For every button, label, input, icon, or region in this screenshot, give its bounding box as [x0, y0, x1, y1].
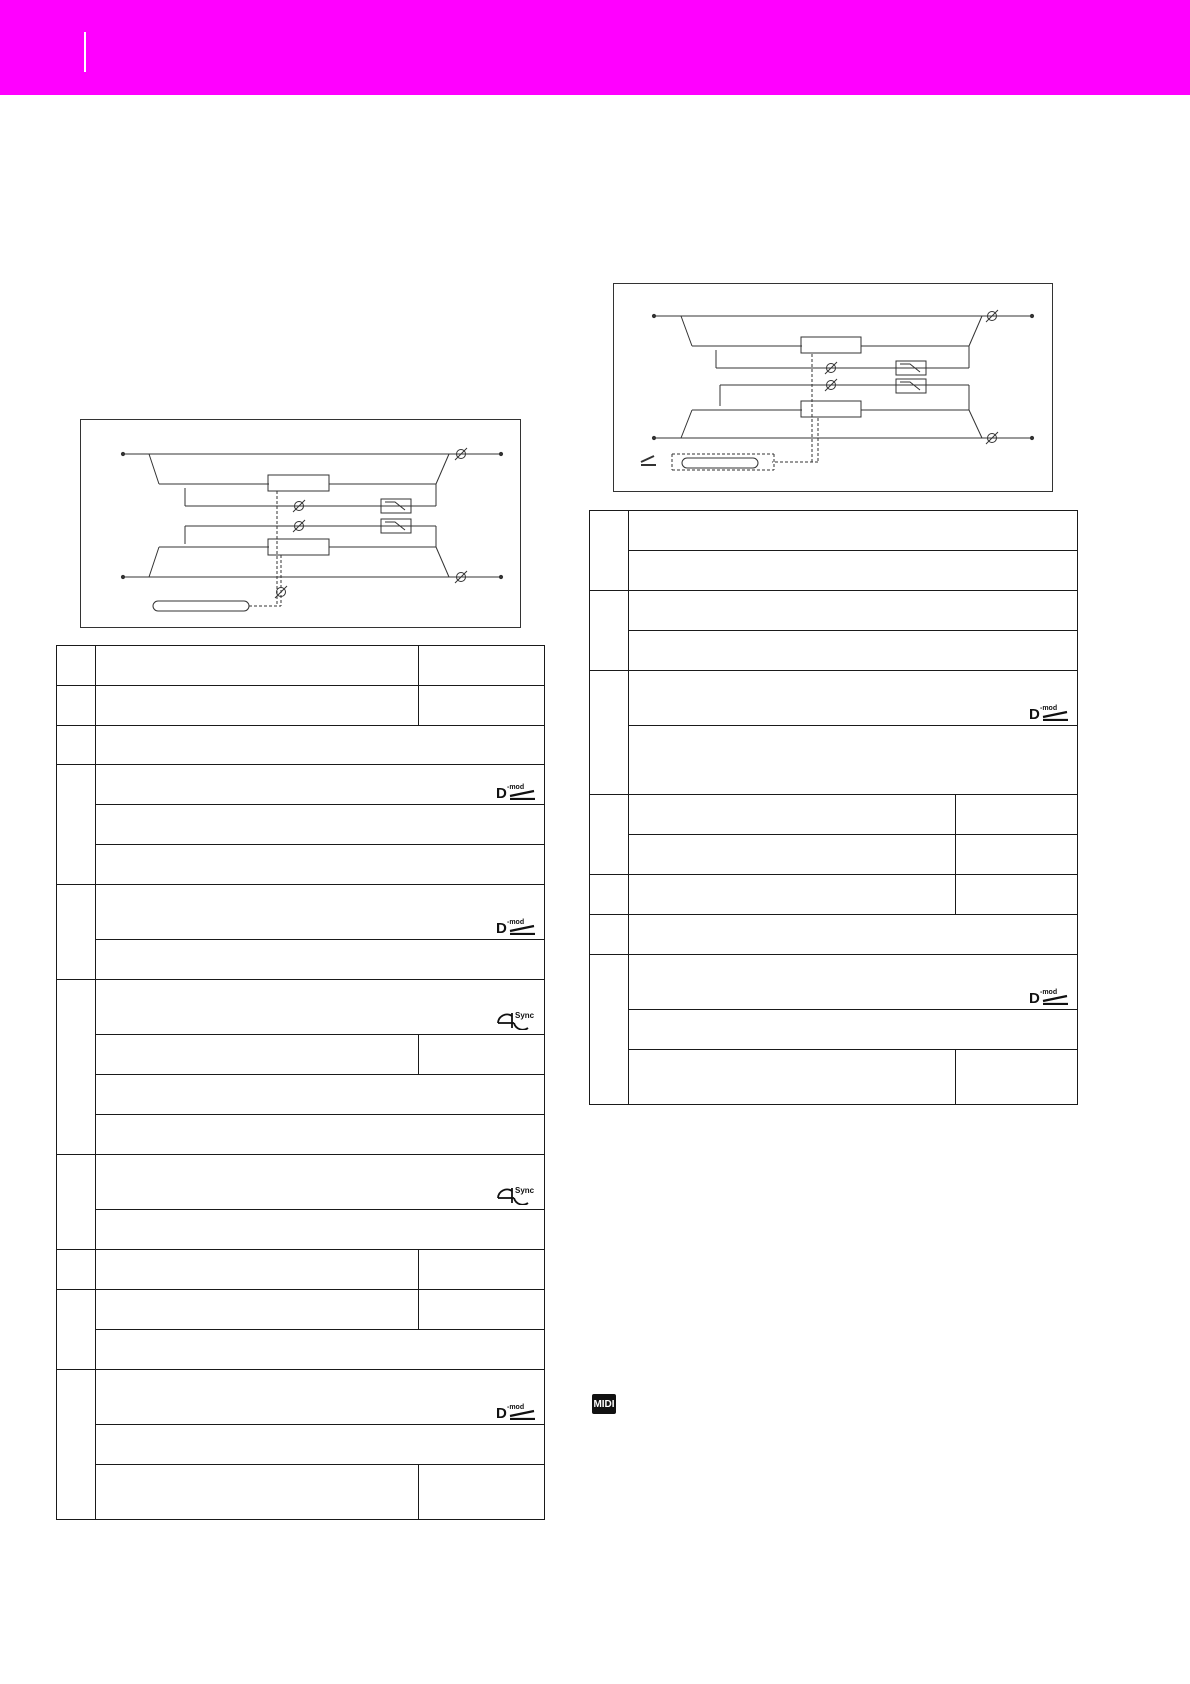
- row-index-cell: [57, 1155, 96, 1250]
- page-header-band: [0, 0, 1190, 95]
- table-row: [57, 805, 545, 845]
- param-value-cell: [419, 646, 545, 686]
- param-name-cell: [96, 1155, 545, 1210]
- table-row: [590, 631, 1078, 671]
- param-value-cell: [419, 1035, 545, 1075]
- table-row: [590, 1010, 1078, 1050]
- param-name-cell: [629, 551, 1078, 591]
- param-name-cell: [96, 1330, 545, 1370]
- dmod-icon: [1029, 703, 1069, 721]
- dmod-letter: D: [1029, 990, 1040, 1005]
- table-row: [57, 1425, 545, 1465]
- table-row: [57, 1035, 545, 1075]
- dmod-label: -mod: [507, 784, 525, 791]
- param-name-cell: [629, 726, 1078, 795]
- param-name-cell: [96, 1115, 545, 1155]
- dmod-label: -mod: [1040, 705, 1058, 712]
- row-index-cell: [57, 980, 96, 1155]
- param-value-cell: [956, 835, 1078, 875]
- diagram-right-svg: [614, 284, 1052, 491]
- row-index-cell: [590, 511, 629, 591]
- param-name-cell: [96, 1210, 545, 1250]
- table-row: [57, 1330, 545, 1370]
- table-row: [57, 1290, 545, 1330]
- table-row: [57, 765, 545, 805]
- param-value-cell: [419, 1250, 545, 1290]
- param-name-cell: [629, 875, 956, 915]
- row-index-cell: [57, 1290, 96, 1370]
- param-name-cell: [96, 646, 419, 686]
- table-row: [590, 551, 1078, 591]
- row-index-cell: [57, 765, 96, 885]
- table-row: [57, 1250, 545, 1290]
- param-name-cell: [96, 1425, 545, 1465]
- row-index-cell: [57, 1250, 96, 1290]
- param-value-cell: [956, 875, 1078, 915]
- row-index-cell: [590, 795, 629, 875]
- param-name-cell: [96, 1035, 419, 1075]
- row-index-cell: [57, 686, 96, 726]
- param-name-cell: [96, 845, 545, 885]
- param-name-cell: [629, 795, 956, 835]
- param-name-cell: [96, 765, 545, 805]
- table-row: [590, 726, 1078, 795]
- param-name-cell: [629, 511, 1078, 551]
- param-value-cell: [419, 1290, 545, 1330]
- param-name-cell: [96, 940, 545, 980]
- sync-label: Sync: [515, 1186, 535, 1195]
- table-row: [57, 940, 545, 980]
- param-name-cell: [629, 1010, 1078, 1050]
- dmod-icon: [1029, 987, 1069, 1005]
- param-name-cell: [629, 915, 1078, 955]
- param-name-cell: [629, 631, 1078, 671]
- row-index-cell: [590, 671, 629, 795]
- diagram-left-svg: [81, 420, 520, 627]
- signal-flow-diagram-right: [613, 283, 1053, 492]
- param-name-cell: [96, 1290, 419, 1330]
- row-index-cell: [57, 885, 96, 980]
- param-value-cell: [419, 1465, 545, 1520]
- row-index-cell: [57, 726, 96, 765]
- param-name-cell: [96, 885, 545, 940]
- dmod-letter: D: [496, 1405, 507, 1420]
- param-name-cell: [96, 686, 419, 726]
- table-row: [57, 1115, 545, 1155]
- dmod-icon: [496, 1402, 536, 1420]
- dmod-letter: D: [1029, 706, 1040, 721]
- sync-icon: [496, 1010, 536, 1030]
- table-row: [590, 955, 1078, 1010]
- sync-label: Sync: [515, 1011, 535, 1020]
- table-row: [590, 835, 1078, 875]
- signal-flow-diagram-left: [80, 419, 521, 628]
- dmod-label: -mod: [1040, 989, 1058, 996]
- dmod-label: -mod: [507, 1404, 525, 1411]
- row-index-cell: [590, 955, 629, 1105]
- param-name-cell: [96, 1370, 545, 1425]
- param-name-cell: [96, 1250, 419, 1290]
- row-index-cell: [57, 1370, 96, 1520]
- dmod-label: -mod: [507, 919, 525, 926]
- param-name-cell: [96, 980, 545, 1035]
- header-divider: [84, 32, 86, 72]
- dmod-icon: [496, 917, 536, 935]
- table-row: [57, 1210, 545, 1250]
- table-row: [57, 726, 545, 765]
- table-row: [57, 1155, 545, 1210]
- table-row: [590, 795, 1078, 835]
- table-row: [590, 875, 1078, 915]
- table-row: [590, 1050, 1078, 1105]
- parameter-table-right: [589, 510, 1078, 1105]
- table-row: [57, 845, 545, 885]
- param-name-cell: [629, 671, 1078, 726]
- param-value-cell: [956, 1050, 1078, 1105]
- sync-icon: [496, 1185, 536, 1205]
- table-row: [57, 1370, 545, 1425]
- table-row: [590, 591, 1078, 631]
- param-name-cell: [629, 835, 956, 875]
- param-name-cell: [96, 805, 545, 845]
- table-row: [590, 915, 1078, 955]
- dmod-letter: D: [496, 785, 507, 800]
- table-row: [57, 1465, 545, 1520]
- param-name-cell: [629, 955, 1078, 1010]
- row-index-cell: [57, 646, 96, 686]
- table-row: [57, 1075, 545, 1115]
- param-name-cell: [629, 1050, 956, 1105]
- table-row: [57, 686, 545, 726]
- param-name-cell: [96, 1465, 419, 1520]
- dmod-letter: D: [496, 920, 507, 935]
- midi-icon: MIDI: [592, 1394, 616, 1414]
- table-row: [57, 885, 545, 940]
- row-index-cell: [590, 915, 629, 955]
- param-name-cell: [96, 726, 545, 765]
- parameter-table-left: [56, 645, 545, 1520]
- row-index-cell: [590, 591, 629, 671]
- row-index-cell: [590, 875, 629, 915]
- param-name-cell: [96, 1075, 545, 1115]
- table-row: [590, 671, 1078, 726]
- param-name-cell: [629, 591, 1078, 631]
- table-row: [590, 511, 1078, 551]
- table-row: [57, 980, 545, 1035]
- param-value-cell: [419, 686, 545, 726]
- table-row: [57, 646, 545, 686]
- dmod-icon: [496, 782, 536, 800]
- param-value-cell: [956, 795, 1078, 835]
